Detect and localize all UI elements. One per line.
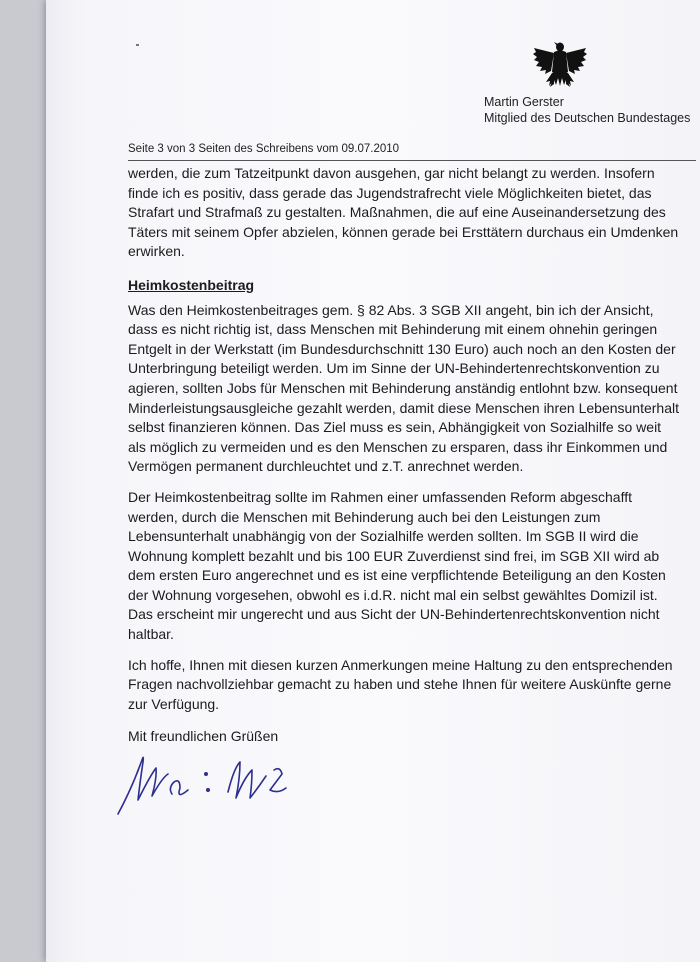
body-paragraph: Ich hoffe, Ihnen mit diesen kurzen Anmerkungen meine Haltung zu den entsprechenden Fragen nachvollziehbar gemacht zu haben und stehe Ihnen für weitere Auskünfte gerne zur Verfügung. (128, 656, 673, 712)
letter-body (128, 164, 680, 725)
body-paragraph: Der Heimkostenbeitrag sollte im Rahmen einer umfassenden Reform abgeschafft werden, durch die Menschen mit Behinderung auch bei den Leistungen zum Lebensunterhalt unabhängig von der Sozialhilfe werden sollten. Im SGB II wird die Wohnung komplett bezahlt und bis 100 EUR Zuverdienst sind frei, im SGB XII wird ab dem ersten Euro angerechnet und es ist eine verpflichtende Beteiligung an den Kosten der Wohnung vorgesehen, obwohl es i.d.R. nicht mal ein selbst gewähltes Domizil ist. Das erscheint mir ungerecht und aus Sicht der UN-Behindertenrechtskonvention nicht haltbar. (128, 488, 666, 643)
intro-paragraph: werden, die zum Tatzeitpunkt davon ausgehen, gar nicht belangt zu werden. Insofern finde ich es positiv, dass gerade das Jugendstrafrecht viele Möglichkeiten bietet, das Strafart und Strafmaß zu gestalten. Maßnahmen, die auf eine Auseinandersetzung des Täters mit seinem Opfer abzielen, können gerade bei Ersttätern durchaus ein Umdenken erwirken. (128, 165, 679, 260)
sender-name: Martin Gerster (484, 95, 564, 109)
signature-image (110, 748, 300, 820)
closing-salutation: Mit freundlichen Grüßen (128, 728, 279, 744)
scan-speck (136, 44, 139, 46)
page-reference: Seite 3 von 3 Seiten des Schreibens vom 09.07.2010 (128, 143, 400, 155)
section-heading: Heimkostenbeitrag (128, 276, 255, 293)
sender-role: Mitglied des Deutschen Bundestages (484, 111, 691, 125)
header-divider (128, 160, 696, 161)
sender-block (484, 94, 690, 126)
bundesadler-icon (532, 38, 588, 90)
body-paragraph: Was den Heimkostenbeitrages gem. § 82 Abs. 3 SGB XII angeht, bin ich der Ansicht, dass es nicht richtig ist, dass Menschen mit Behinderung mit einem ohnehin geringen Entgelt in der Werkstatt (im Bundesdurchschnitt 130 Euro) auch noch an den Kosten der Unterbringung beteiligt werden. Um im Sinne der UN-Behindertenrechtskonvention zu agieren, sollten Jobs für Menschen mit Behinderung anständig entlohnt bzw. konsequent Minderleistungsausgleiche gezahlt werden, damit diese Menschen ihren Lebensunterhalt selbst finanzieren können. Das Ziel muss es sein, Abhängigkeit von Sozialhilfe so weit als möglich zu vermeiden und es den Menschen zu ersparen, dass ihr Einkommen und Vermögen permanent durchleuchtet und z.T. anrechnet werden. (128, 301, 680, 475)
